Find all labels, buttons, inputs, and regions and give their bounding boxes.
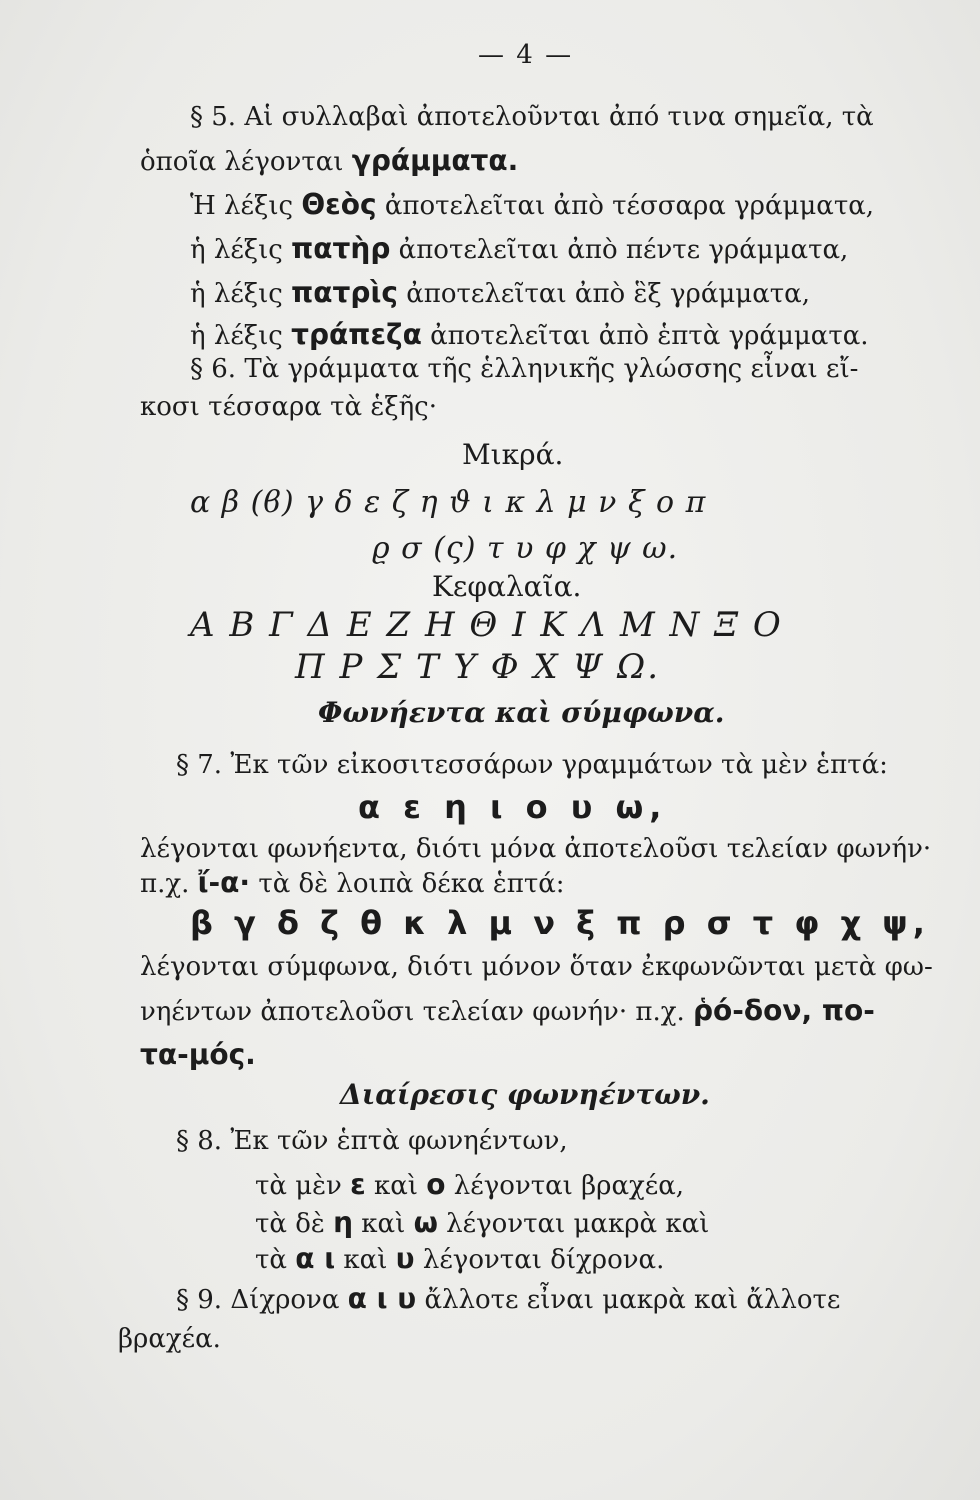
- s6-text-1: Τὰ γράμματα τῆς ἑλληνικῆς γλώσσης εἶναι εἴ-: [244, 354, 859, 384]
- vowel-upsilon: υ: [395, 1242, 415, 1275]
- capital-letters-row-1: Α Β Γ Δ Ε Ζ Η Θ Ι Κ Λ Μ Ν Ξ Ο: [190, 605, 783, 645]
- s7-line-1: [176, 748, 888, 782]
- s6-section-number: § 6.: [190, 354, 237, 384]
- s8-text-1: Ἐκ τῶν ἑπτὰ φωνηέντων,: [230, 1126, 568, 1156]
- s8-line-2: [255, 1168, 684, 1203]
- s8-section-number: § 8.: [176, 1126, 223, 1156]
- consonant-list: β γ δ ζ θ κ λ μ ν ξ π ρ σ τ φ χ ψ,: [190, 904, 930, 942]
- vowel-omega: ω: [413, 1206, 438, 1239]
- s8-line-3-c: καὶ: [361, 1209, 406, 1239]
- s5-section-number: § 5.: [190, 102, 237, 132]
- vowels-consonants-heading: Φωνήεντα καὶ σύμφωνα.: [318, 696, 725, 729]
- s5-example-4: [190, 318, 869, 353]
- s5-example-2: [190, 232, 848, 267]
- vowel-omicron: ο: [426, 1168, 446, 1201]
- small-letters-row-2: ϱ σ (ς) τ υ φ χ ψ ω.: [372, 531, 679, 566]
- s5-example-1: [190, 188, 874, 223]
- s7-line-7: [140, 994, 875, 1029]
- s7-text-7: νηέντων ἀποτελοῦσι τελείαν φωνήν· π.χ.: [140, 997, 685, 1027]
- example-2-suffix: ἀποτελεῖται ἀπὸ πέντε γράμματα,: [398, 235, 849, 265]
- s9-text-1c: ἄλλοτε εἶναι μακρὰ καὶ ἄλλοτε: [424, 1285, 841, 1315]
- s5-line-2: [140, 144, 518, 179]
- s8-line-3-e: λέγονται μακρὰ καὶ: [446, 1209, 710, 1239]
- example-1-suffix: ἀποτελεῖται ἀπὸ τέσσαρα γράμματα,: [384, 191, 875, 221]
- s8-line-4-e: λέγονται δίχρονα.: [422, 1245, 665, 1275]
- s8-line-2-c: καὶ: [374, 1171, 419, 1201]
- s7-text-4: τὰ δὲ λοιπὰ δέκα ἑπτά:: [258, 869, 565, 899]
- example-1-word: Θεὸς: [301, 188, 377, 221]
- s5-text-1: Αἱ συλλαβαὶ ἀποτελοῦνται ἀπό τινα σημεῖα, τὰ: [244, 102, 874, 132]
- s9-section-number: § 9.: [176, 1285, 223, 1315]
- s9-text-2: βραχέα.: [118, 1324, 221, 1354]
- example-3-suffix: ἀποτελεῖται ἀπὸ ἓξ γράμματα,: [406, 279, 810, 309]
- s7-example-abbr: π.χ.: [140, 869, 190, 899]
- page-number: — 4 —: [478, 40, 574, 70]
- s5-line-1: [190, 100, 874, 134]
- vowel-division-heading: Διαίρεσις φωνηέντων.: [340, 1078, 710, 1111]
- s9-line-1: [176, 1282, 840, 1317]
- example-3-prefix: ἡ λέξις: [190, 279, 283, 309]
- example-3-word: πατρὶς: [291, 276, 398, 309]
- small-letters-row-1: α β (ϐ) γ δ ε ζ η ϑ ι κ λ μ ν ξ ο π: [190, 485, 707, 520]
- term-grammata: γράμματα.: [351, 144, 519, 177]
- example-1-prefix: Ἡ λέξις: [190, 191, 294, 221]
- s7-example-word: ἴ-α·: [197, 866, 251, 899]
- vowel-epsilon: ε: [350, 1168, 366, 1201]
- s7-section-number: § 7.: [176, 750, 223, 780]
- s8-line-4-c: καὶ: [343, 1245, 388, 1275]
- example-4-word: τράπεζα: [291, 318, 422, 351]
- example-4-suffix: ἀποτελεῖται ἀπὸ ἑπτὰ γράμματα.: [430, 321, 869, 351]
- s8-line-4-a: τὰ: [255, 1245, 287, 1275]
- s6-text-2: κοσι τέσσαρα τὰ ἑξῆς·: [140, 392, 438, 422]
- s8-line-4: [255, 1242, 664, 1277]
- s8-line-2-a: τὰ μὲν: [255, 1171, 342, 1201]
- s8-line-3-a: τὰ δὲ: [255, 1209, 325, 1239]
- s9-text-1a: Δίχρονα: [230, 1285, 340, 1315]
- s7-text-6: λέγονται σύμφωνα, διότι μόνον ὅταν ἐκφωνῶνται μετὰ φω-: [140, 952, 933, 982]
- vowel-eta: η: [333, 1206, 354, 1239]
- vowel-list: α ε η ι ο υ ω,: [358, 788, 668, 826]
- example-4-prefix: ἡ λέξις: [190, 321, 283, 351]
- s7-line-4: [140, 866, 565, 901]
- example-2-prefix: ἡ λέξις: [190, 235, 283, 265]
- example-2-word: πατὴρ: [291, 232, 391, 265]
- s5-example-3: [190, 276, 810, 311]
- capital-letters-heading: Κεφαλαῖα.: [432, 570, 582, 603]
- dichrona-vowels: α ι υ: [347, 1282, 417, 1315]
- s7-text-3: λέγονται φωνήεντα, διότι μόνα ἀποτελοῦσι τελείαν φωνήν·: [140, 834, 932, 864]
- small-letters-heading: Μικρά.: [462, 438, 564, 471]
- s7-text-1: Ἐκ τῶν εἰκοσιτεσσάρων γραμμάτων τὰ μὲν ἑπτά:: [230, 750, 888, 780]
- s5-text-2: ὁποῖα λέγονται: [140, 147, 344, 177]
- s7-example-words: ῥό-δον, πο-: [693, 994, 875, 1027]
- vowels-alpha-iota: α ι: [295, 1242, 336, 1275]
- s8-line-2-e: λέγονται βραχέα,: [453, 1171, 685, 1201]
- capital-letters-row-2: Π Ρ Σ Τ Υ Φ Χ Ψ Ω.: [295, 647, 661, 687]
- s6-line-1: [190, 352, 858, 386]
- s7-example-word-end: τα-μός.: [140, 1038, 256, 1071]
- s8-line-1: [176, 1124, 568, 1158]
- s8-line-3: [255, 1206, 709, 1241]
